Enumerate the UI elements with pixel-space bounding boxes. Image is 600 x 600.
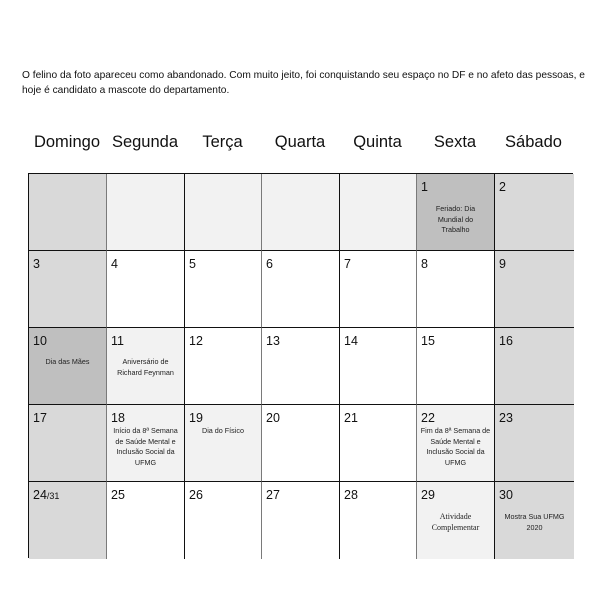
day-number: 6 [266,257,273,271]
calendar-day-29[interactable] [417,482,495,559]
calendar-day-24[interactable] [29,482,107,559]
day-number: 26 [189,488,203,502]
day-number: 18 [111,411,125,425]
day-number: 28 [344,488,358,502]
calendar-day-23[interactable] [495,405,574,482]
day-number: 27 [266,488,280,502]
calendar-day-9[interactable] [495,251,574,328]
calendar-day-28[interactable] [340,482,417,559]
day-event: Dia do Físico [202,426,244,435]
day-number: 14 [344,334,358,348]
day-number: 24/31 [33,488,60,502]
calendar-day-17[interactable] [29,405,107,482]
day-event: Início da 8ª Semana de Saúde Mental e Inclusão Social da UFMG [113,426,178,467]
calendar-empty-cell[interactable] [340,174,417,251]
day-number: 15 [421,334,435,348]
calendar-day-25[interactable] [107,482,185,559]
calendar-day-22[interactable] [417,405,495,482]
calendar-day-2[interactable] [495,174,574,251]
calendar-day-16[interactable] [495,328,574,405]
day-number: 17 [33,411,47,425]
calendar-day-3[interactable] [29,251,107,328]
weekday-header-3: Quarta [274,133,326,151]
day-number: 23 [499,411,513,425]
calendar-day-26[interactable] [185,482,262,559]
calendar-day-10[interactable] [29,328,107,405]
weekday-header-4: Quinta [353,133,402,151]
day-number: 5 [189,257,196,271]
day-number: 9 [499,257,506,271]
day-number-suffix: /31 [46,491,60,501]
day-number: 25 [111,488,125,502]
day-number: 8 [421,257,428,271]
calendar-day-6[interactable] [262,251,340,328]
calendar-day-15[interactable] [417,328,495,405]
calendar-day-20[interactable] [262,405,340,482]
day-number: 1 [421,180,428,194]
weekday-header-2: Terça [202,133,243,151]
day-number: 4 [111,257,118,271]
day-event: Atividade Complementar [431,512,480,532]
calendar-day-27[interactable] [262,482,340,559]
day-event: Dia das Mães [45,357,90,366]
calendar-empty-cell[interactable] [107,174,185,251]
weekday-header-5: Sexta [433,133,477,151]
day-number: 12 [189,334,203,348]
day-event: Feriado: Dia Mundial do Trabalho [435,204,476,234]
day-number: 30 [499,488,513,502]
calendar-day-4[interactable] [107,251,185,328]
calendar-day-21[interactable] [340,405,417,482]
weekday-header-1: Segunda [111,133,179,151]
calendar-day-8[interactable] [417,251,495,328]
calendar-empty-cell[interactable] [185,174,262,251]
weekday-header-0: Domingo [33,133,101,151]
day-number: 21 [344,411,358,425]
weekday-header-row [28,133,573,157]
day-number: 7 [344,257,351,271]
calendar-day-5[interactable] [185,251,262,328]
day-event: Aniversário de Richard Feynman [117,357,174,377]
calendar-empty-cell[interactable] [29,174,107,251]
day-number: 22 [421,411,435,425]
day-number: 10 [33,334,47,348]
intro-paragraph: O felino da foto apareceu como abandonado. Com muito jeito, foi conquistando seu espaço no DF e no afeto das pessoas, e hoje é candidato a mascote do departamento. [22,70,585,96]
calendar-day-19[interactable] [185,405,262,482]
calendar-day-1[interactable] [417,174,495,251]
day-event: Mostra Sua UFMG 2020 [504,512,565,532]
day-number: 16 [499,334,513,348]
calendar-empty-cell[interactable] [262,174,340,251]
day-number: 3 [33,257,40,271]
calendar-grid [28,173,573,558]
calendar-day-7[interactable] [340,251,417,328]
day-number: 20 [266,411,280,425]
day-number: 19 [189,411,203,425]
calendar-day-18[interactable] [107,405,185,482]
calendar-day-11[interactable] [107,328,185,405]
day-number: 2 [499,180,506,194]
day-number: 29 [421,488,435,502]
weekday-header-6: Sábado [505,133,562,151]
day-number: 11 [111,334,124,348]
day-number: 13 [266,334,280,348]
day-event: Fim da 8ª Semana de Saúde Mental e Inclusão Social da UFMG [420,426,491,467]
calendar-day-12[interactable] [185,328,262,405]
calendar-day-14[interactable] [340,328,417,405]
calendar-day-30[interactable] [495,482,574,559]
calendar-day-13[interactable] [262,328,340,405]
